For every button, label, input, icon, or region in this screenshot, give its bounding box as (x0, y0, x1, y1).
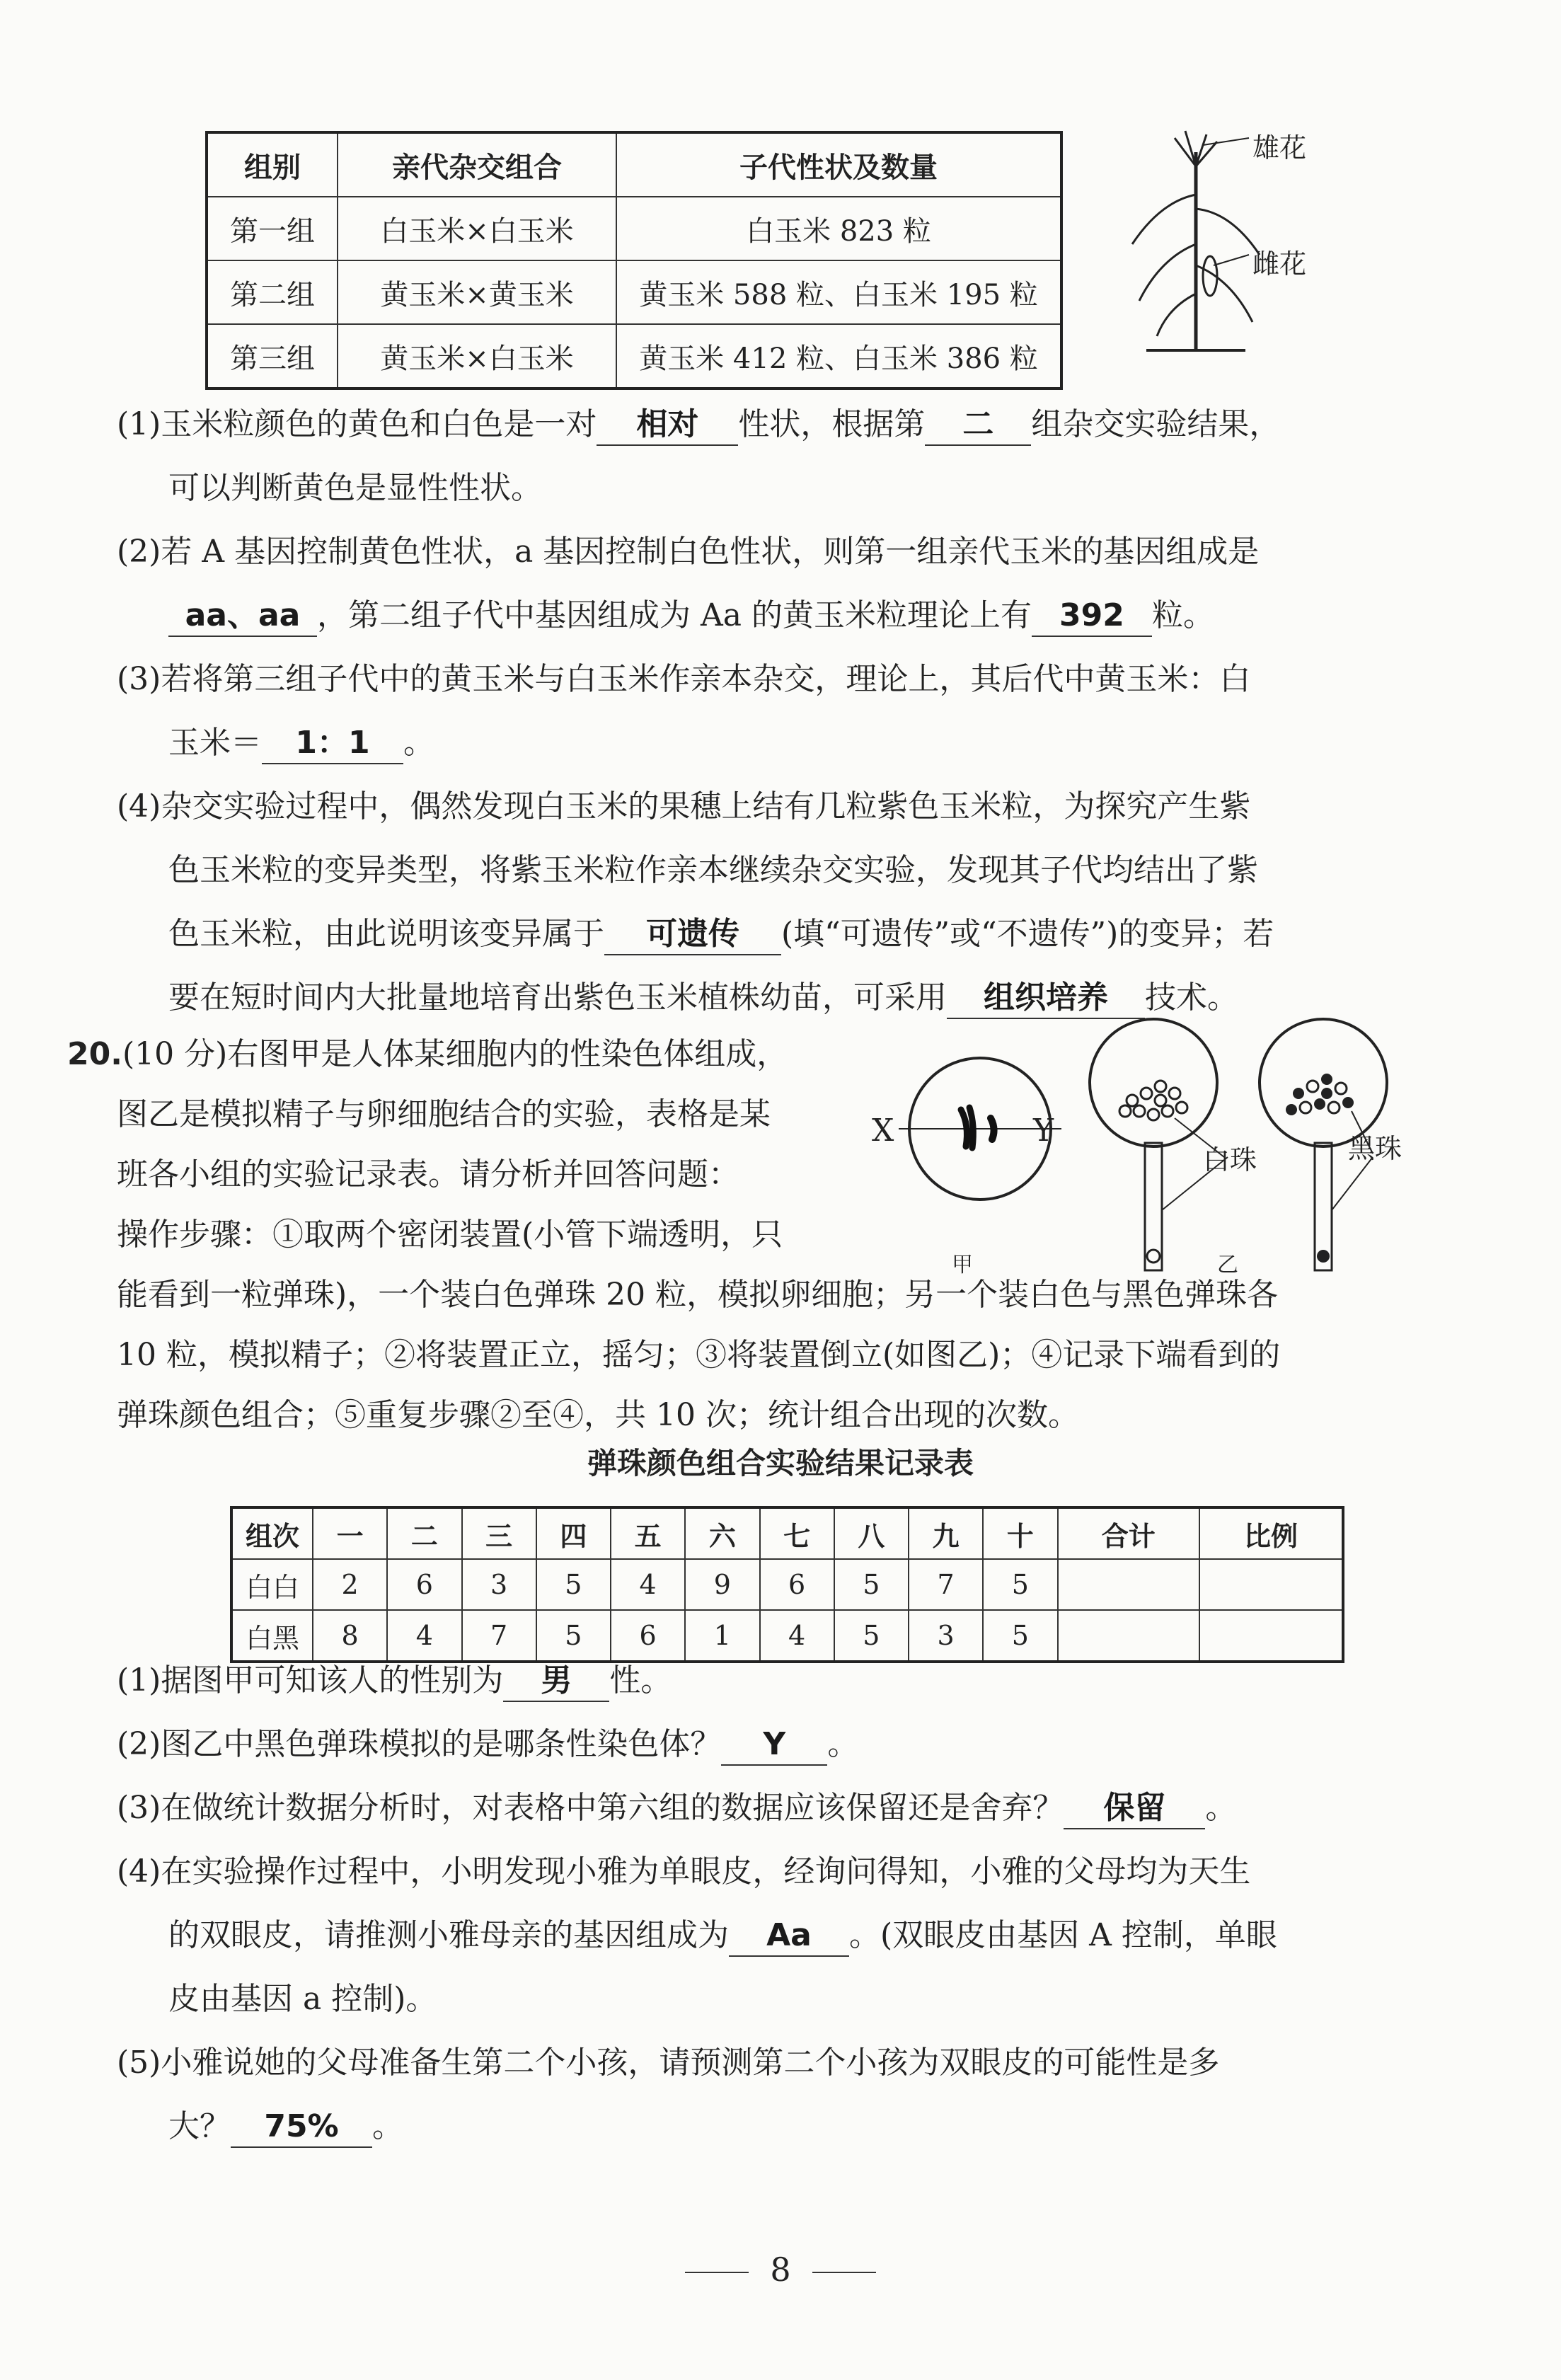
table-cell: 6 (760, 1559, 834, 1610)
table-cell: 第一组 (207, 197, 338, 260)
table-cell: 3 (462, 1559, 536, 1610)
table-header-row (207, 132, 1061, 197)
table-cell: 黄玉米×黄玉米 (338, 260, 616, 324)
answer-blank: 二 (925, 405, 1031, 446)
handwritten-yi: 乙 (1217, 1253, 1238, 1277)
table-cell: 白玉米 823 粒 (616, 197, 1061, 260)
bead-table-title: 弹珠颜色组合实验结果记录表 (587, 1446, 974, 1481)
bead-results-table (230, 1506, 1344, 1663)
text: 。 (403, 725, 434, 761)
table-row (207, 324, 1061, 389)
cross-results-table (205, 131, 1063, 390)
male-flower-label: 雄花 (1252, 132, 1307, 163)
table-header: 子代性状及数量 (616, 132, 1061, 197)
q20-line-2: 图乙是模拟精子与卵细胞结合的实验，表格是某 (117, 1096, 771, 1132)
page-number-footer (0, 2250, 1561, 2289)
text: 粒。 (1151, 597, 1214, 633)
table-cell: 第三组 (207, 324, 338, 389)
table-cell: 4 (611, 1559, 685, 1610)
table-cell: 5 (536, 1610, 611, 1662)
table-cell: 7 (909, 1559, 983, 1610)
table-cell: 4 (760, 1610, 834, 1662)
page-number: 8 (770, 2250, 791, 2289)
table-cell: 9 (685, 1559, 759, 1610)
text: (3)在做统计数据分析时，对表格中第六组的数据应该保留还是舍弃？ (117, 1790, 1064, 1826)
answer-blank: Y (721, 1725, 827, 1766)
text: 。 (372, 2108, 403, 2144)
table-cell: 白玉米×白玉米 (338, 197, 616, 260)
text: 。 (1205, 1790, 1237, 1826)
table-cell: 6 (387, 1559, 461, 1610)
table-cell: 白黑 (231, 1610, 313, 1662)
q20-line-1 (67, 1033, 788, 1076)
text: 。 (827, 1726, 859, 1762)
answer-blank: 相对 (597, 405, 738, 446)
table-cell: 7 (462, 1610, 536, 1662)
table-row (207, 260, 1061, 324)
table-cell (1058, 1559, 1199, 1610)
answer-blank: aa、aa (168, 596, 317, 637)
table-cell: 黄玉米 588 粒、白玉米 195 粒 (616, 260, 1061, 324)
table-header: 七 (760, 1507, 834, 1559)
female-flower-label: 雌花 (1252, 248, 1307, 280)
answer-blank: 392 (1032, 596, 1152, 637)
text: 色玉米粒，由此说明该变异属于 (168, 916, 604, 952)
q19-line-6 (168, 722, 434, 764)
text: 大？ (168, 2108, 231, 2144)
answer-blank: 保留 (1064, 1788, 1205, 1829)
table-header: 一 (313, 1507, 387, 1559)
table-header: 四 (536, 1507, 611, 1559)
table-cell (1199, 1559, 1343, 1610)
answer-blank: 男 (503, 1661, 609, 1702)
white-bead-label: 白珠 (1203, 1144, 1257, 1175)
table-cell: 5 (983, 1610, 1057, 1662)
table-header: 合计 (1058, 1507, 1199, 1559)
text: 性状，根据第 (738, 406, 926, 442)
table-header: 亲代杂交组合 (338, 132, 616, 197)
egg-device (1090, 1019, 1217, 1270)
text: (2)图乙中黑色弹珠模拟的是哪条性染色体？ (117, 1726, 722, 1762)
q20-line-5: 能看到一粒弹珠)，一个装白色弹珠 20 粒，模拟卵细胞；另一个装白色与黑色弹珠各 (117, 1277, 1279, 1313)
x-chromosome-label: X (872, 1113, 894, 1149)
answer-blank: 1：1 (262, 723, 403, 764)
table-header: 六 (685, 1507, 759, 1559)
text: 玉米＝ (168, 725, 262, 761)
table-row (231, 1559, 1343, 1610)
q20-sub-4b (168, 1914, 1277, 1957)
text: 的双眼皮，请推测小雅母亲的基因组成为 (168, 1917, 729, 1953)
q19-line-1 (117, 403, 1280, 446)
text: (1)玉米粒颜色的黄色和白色是一对 (117, 406, 597, 442)
q20-line-7: 弹珠颜色组合；⑤重复步骤②至④，共 10 次；统计组合出现的次数。 (117, 1397, 1079, 1433)
question-number: 20. (67, 1036, 122, 1072)
table-cell: 6 (611, 1610, 685, 1662)
table-cell (1058, 1610, 1199, 1662)
q19-line-9 (168, 913, 1274, 955)
table-header: 三 (462, 1507, 536, 1559)
table-cell: 2 (313, 1559, 387, 1610)
text: ，第二组子代中基因组成为 Aa 的黄玉米粒理论上有 (317, 597, 1032, 633)
table-cell: 5 (536, 1559, 611, 1610)
text: 技术。 (1145, 979, 1238, 1016)
table-cell: 第二组 (207, 260, 338, 324)
y-chromosome-label: Y (1033, 1113, 1054, 1149)
q20-sub-2 (117, 1723, 858, 1766)
text: (10 分)右图甲是人体某细胞内的性染色体组成， (122, 1036, 788, 1072)
q20-sub-4c: 皮由基因 a 控制)。 (168, 1981, 437, 2017)
q20-sub-5b (168, 2105, 403, 2148)
table-cell: 黄玉米×白玉米 (338, 324, 616, 389)
q19-line-4 (168, 594, 1214, 637)
q19-line-5: (3)若将第三组子代中的黄玉米与白玉米作亲本杂交，理论上，其后代中黄玉米：白 (117, 661, 1251, 697)
table-cell: 5 (983, 1559, 1057, 1610)
text: 性。 (609, 1662, 672, 1698)
table-header: 组别 (207, 132, 338, 197)
text: 要在短时间内大批量地培育出紫色玉米植株幼苗，可采用 (168, 979, 947, 1016)
table-cell: 5 (834, 1559, 909, 1610)
text: 组杂交实验结果， (1031, 406, 1281, 442)
q20-sub-1 (117, 1660, 672, 1702)
q19-line-10 (168, 977, 1238, 1019)
table-row (231, 1610, 1343, 1662)
q19-line-7: (4)杂交实验过程中，偶然发现白玉米的果穗上结有几粒紫色玉米粒，为探究产生紫 (117, 788, 1251, 824)
q19-line-2: 可以判断黄色是显性性状。 (168, 470, 542, 506)
answer-blank: 组织培养 (947, 978, 1145, 1019)
table-cell: 白白 (231, 1559, 313, 1610)
q19-line-3: (2)若 A 基因控制黄色性状，a 基因控制白色性状，则第一组亲代玉米的基因组成是 (117, 534, 1260, 570)
answer-blank: Aa (729, 1916, 849, 1957)
black-bead-label: 黑珠 (1348, 1133, 1402, 1164)
table-header: 五 (611, 1507, 685, 1559)
text: 。(双眼皮由基因 A 控制，单眼 (849, 1917, 1277, 1953)
table-cell: 5 (834, 1610, 909, 1662)
table-header: 组次 (231, 1507, 313, 1559)
q19-line-8: 色玉米粒的变异类型，将紫玉米粒作亲本继续杂交实验，发现其子代均结出了紫 (168, 852, 1258, 888)
q20-line-3: 班各小组的实验记录表。请分析并回答问题： (117, 1156, 739, 1192)
table-header-row (231, 1507, 1343, 1559)
table-header: 二 (387, 1507, 461, 1559)
q20-sub-3 (117, 1787, 1236, 1829)
handwritten-jia: 甲 (952, 1253, 973, 1277)
table-row (207, 197, 1061, 260)
answer-blank: 75% (231, 2107, 372, 2148)
text: (1)据图甲可知该人的性别为 (117, 1662, 504, 1698)
table-header: 比例 (1199, 1507, 1343, 1559)
corn-plant-illustration (1090, 124, 1387, 364)
table-cell (1199, 1610, 1343, 1662)
table-header: 九 (909, 1507, 983, 1559)
q20-sub-4: (4)在实验操作过程中，小明发现小雅为单眼皮，经询问得知，小雅的父母均为天生 (117, 1853, 1251, 1890)
q20-sub-5: (5)小雅说她的父母准备生第二个小孩，请预测第二个小孩为双眼皮的可能性是多 (117, 2045, 1220, 2081)
table-cell: 黄玉米 412 粒、白玉米 386 粒 (616, 324, 1061, 389)
text: (填“可遗传”或“不遗传”)的变异；若 (781, 916, 1274, 952)
answer-blank: 可遗传 (604, 914, 781, 955)
table-header: 十 (983, 1507, 1057, 1559)
table-cell: 3 (909, 1610, 983, 1662)
table-cell: 8 (313, 1610, 387, 1662)
table-cell: 4 (387, 1610, 461, 1662)
q20-line-4: 操作步骤：①取两个密闭装置(小管下端透明，只 (117, 1217, 783, 1253)
divider (812, 2272, 876, 2273)
q20-line-6: 10 粒，模拟精子；②将装置正立，摇匀；③将装置倒立(如图乙)；④记录下端看到的 (117, 1337, 1281, 1373)
divider (685, 2272, 749, 2273)
table-cell: 1 (685, 1610, 759, 1662)
table-header: 八 (834, 1507, 909, 1559)
